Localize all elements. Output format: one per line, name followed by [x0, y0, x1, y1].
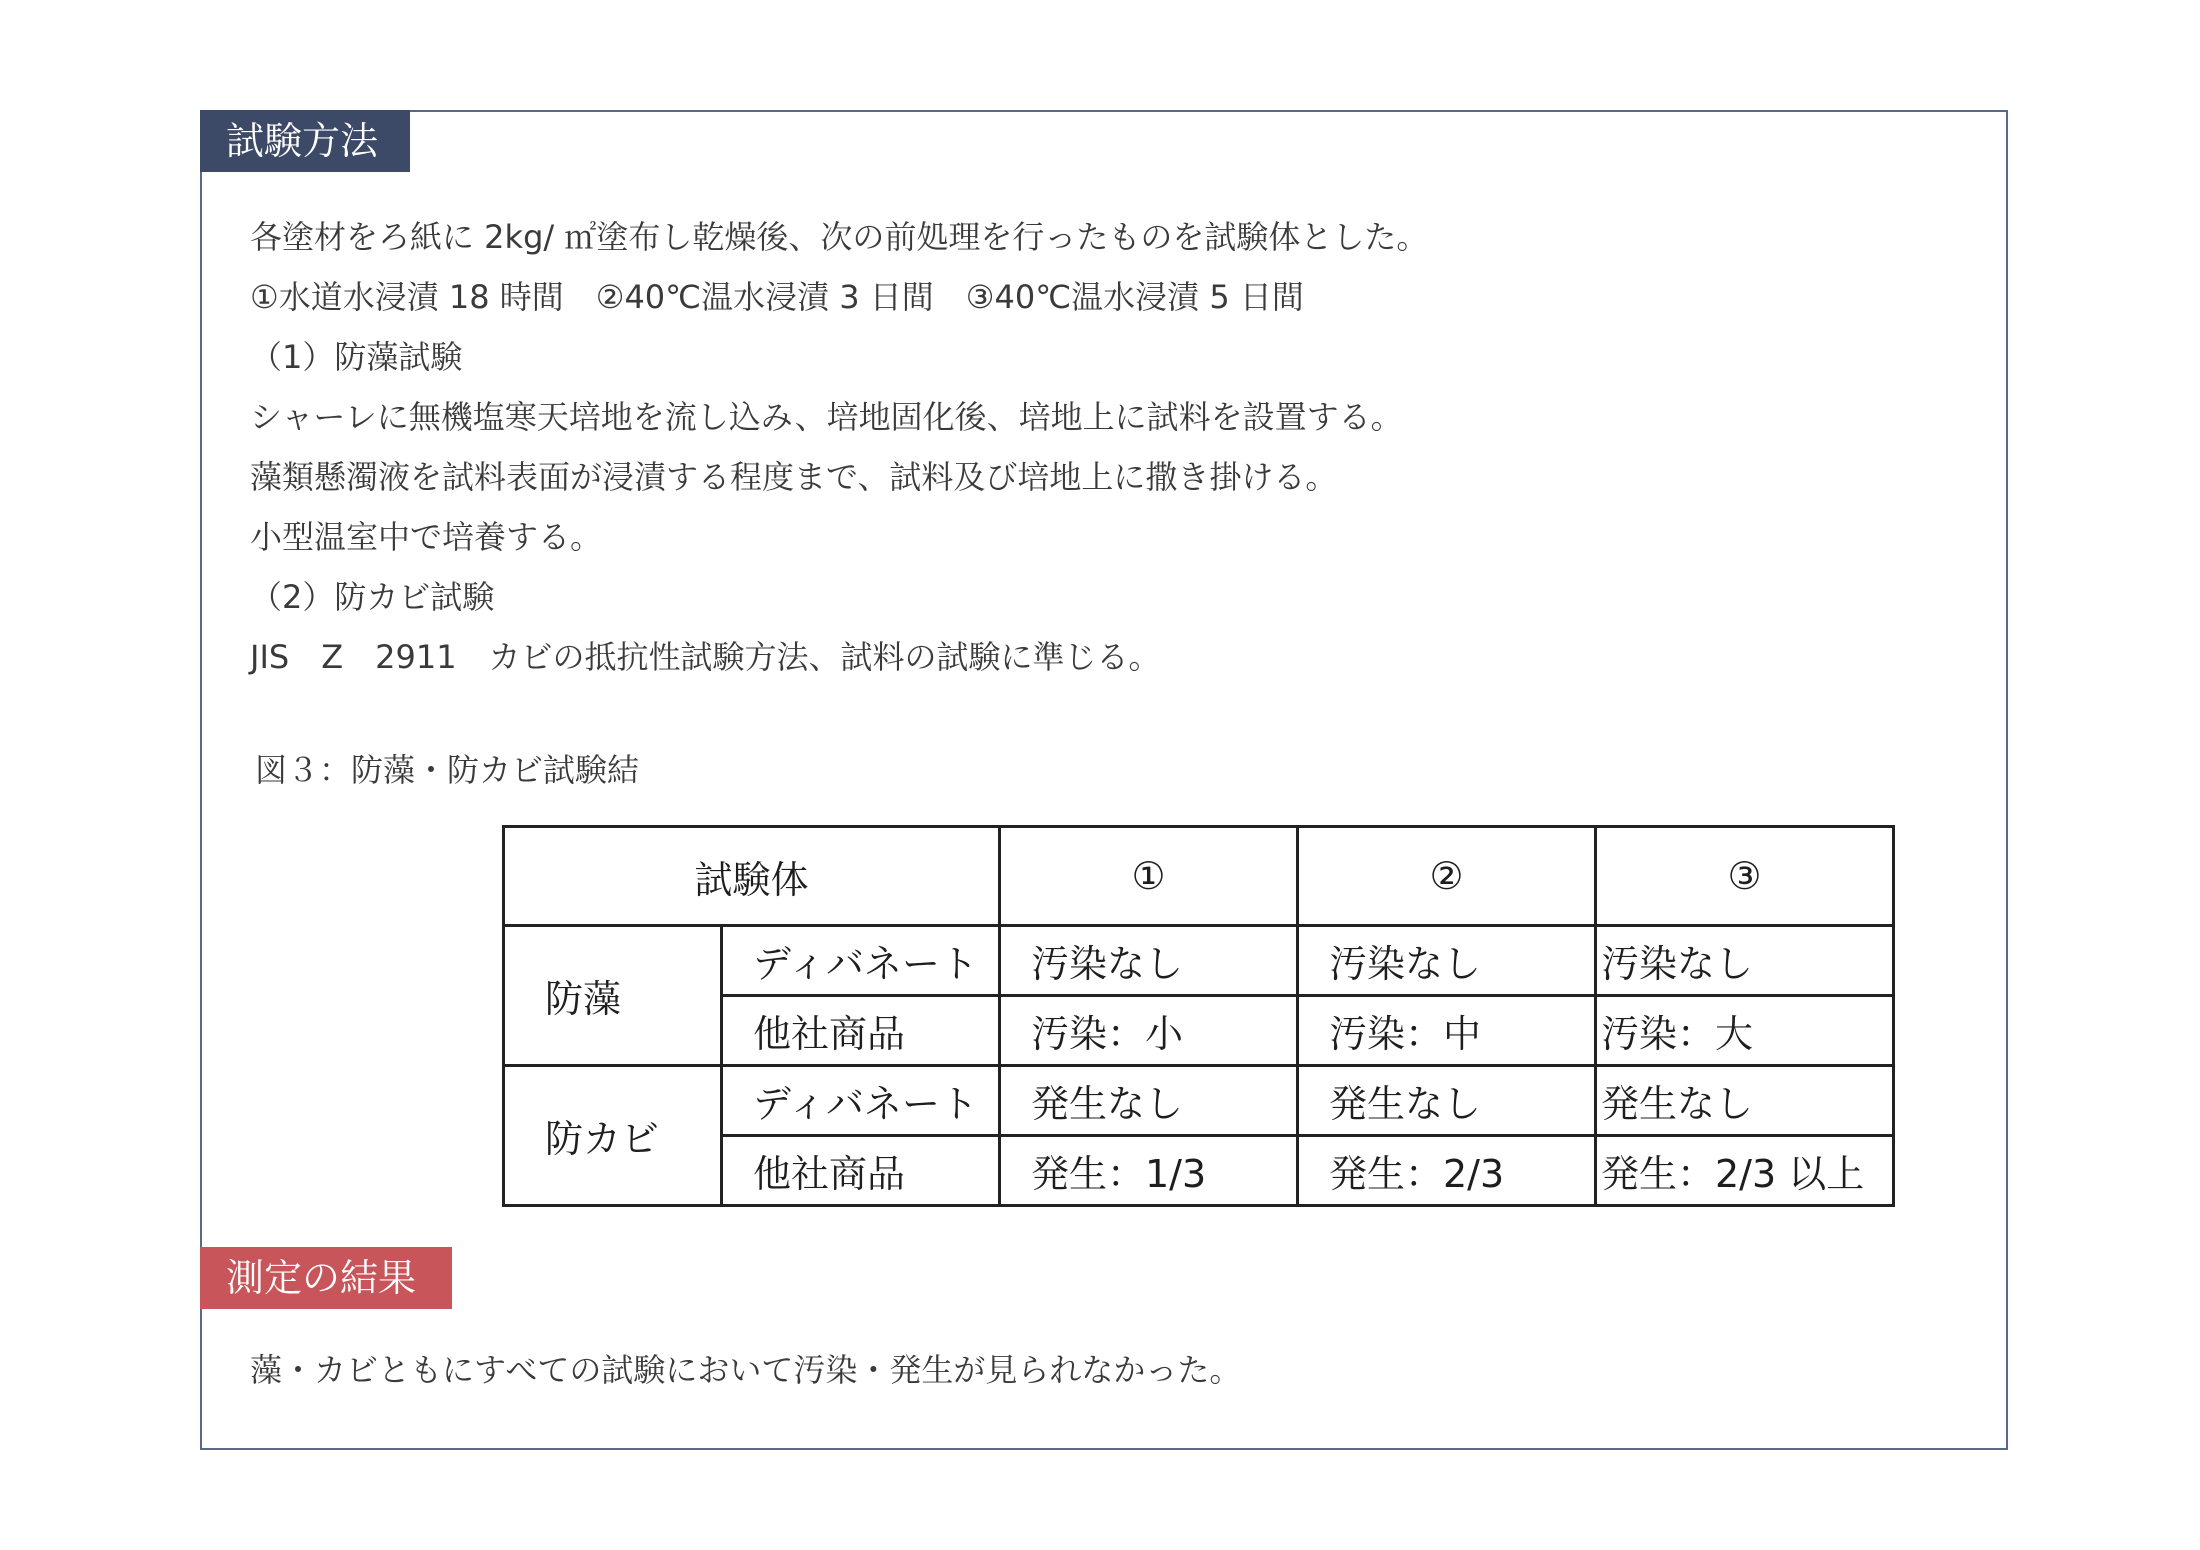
- method-line: JIS Z 2911 カビの抵抗性試験方法、試料の試験に準じる。: [250, 638, 1161, 676]
- result-cell: 発生なし: [1298, 1066, 1596, 1136]
- figure-caption: 図３：防藻・防カビ試験結: [255, 751, 640, 789]
- group-label-algae: 防藻: [504, 926, 722, 1066]
- table-header-row: [504, 827, 1894, 926]
- table-row: [504, 926, 1894, 996]
- result-cell: 汚染なし: [1000, 926, 1298, 996]
- group-label-mold: 防カビ: [504, 1066, 722, 1206]
- method-line: ①水道水浸漬 18 時間 ②40℃温水浸漬 3 日間 ③40℃温水浸漬 5 日間: [250, 278, 1304, 316]
- method-line: 藻類懸濁液を試料表面が浸漬する程度まで、試料及び培地上に撒き掛ける。: [250, 458, 1338, 496]
- result-cell: 発生なし: [1596, 1066, 1894, 1136]
- result-summary: 藻・カビともにすべての試験において汚染・発生が見られなかった。: [250, 1351, 1242, 1389]
- table-row: [504, 1066, 1894, 1136]
- result-cell: 発生：2/3 以上: [1596, 1136, 1894, 1206]
- header-condition-3: ③: [1596, 827, 1894, 926]
- method-line: 各塗材をろ紙に 2kg/ ㎡塗布し乾燥後、次の前処理を行ったものを試験体とした。: [250, 218, 1429, 256]
- test-results-table: [502, 825, 1895, 1207]
- result-cell: 汚染なし: [1596, 926, 1894, 996]
- product-cell: 他社商品: [722, 996, 1000, 1066]
- method-description: [250, 207, 1428, 687]
- result-cell: 発生：2/3: [1298, 1136, 1596, 1206]
- result-cell: 汚染：小: [1000, 996, 1298, 1066]
- product-cell: ディバネート: [722, 1066, 1000, 1136]
- header-condition-2: ②: [1298, 827, 1596, 926]
- result-cell: 汚染：大: [1596, 996, 1894, 1066]
- product-cell: ディバネート: [722, 926, 1000, 996]
- result-section-heading: 測定の結果: [200, 1247, 452, 1309]
- result-cell: 発生なし: [1000, 1066, 1298, 1136]
- method-line: シャーレに無機塩寒天培地を流し込み、培地固化後、培地上に試料を設置する。: [250, 398, 1403, 436]
- method-line: （2）防カビ試験: [250, 578, 495, 616]
- result-cell: 汚染なし: [1298, 926, 1596, 996]
- result-cell: 発生：1/3: [1000, 1136, 1298, 1206]
- method-line: 小型温室中で培養する。: [250, 518, 603, 556]
- header-condition-1: ①: [1000, 827, 1298, 926]
- method-section-heading: 試験方法: [200, 110, 410, 172]
- method-line: （1）防藻試験: [250, 338, 463, 376]
- result-cell: 汚染：中: [1298, 996, 1596, 1066]
- header-specimen: 試験体: [504, 827, 1000, 926]
- product-cell: 他社商品: [722, 1136, 1000, 1206]
